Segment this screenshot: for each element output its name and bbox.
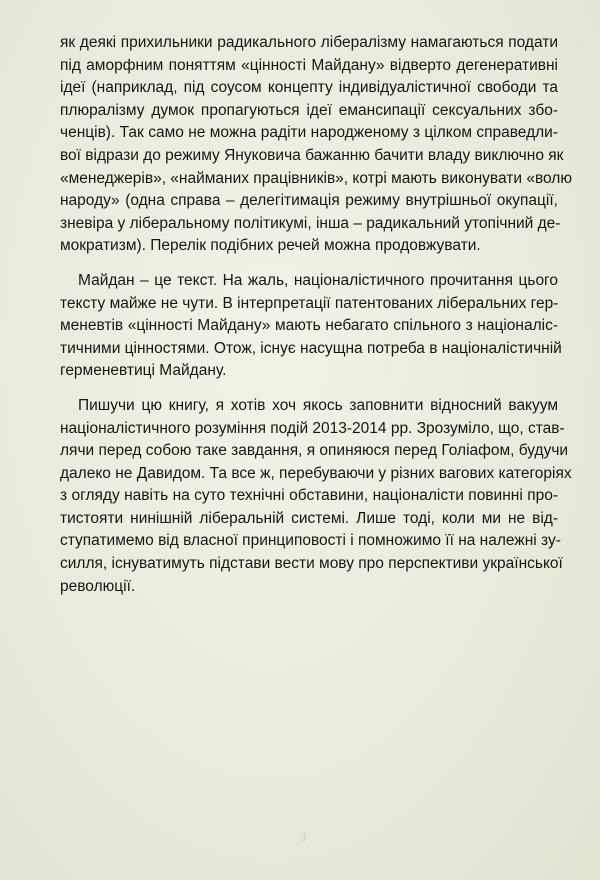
text-line: з огляду навіть на суто технічні обставини, націоналісти повинні про- (60, 487, 558, 505)
text-line: ченців). Так само не можна радіти народженому з цілком справедли- (60, 124, 558, 142)
text-line: революції. (60, 577, 136, 595)
text-line: народу» (одна справа – делегітимація режиму внутрішньої окупації, (60, 192, 558, 210)
text-line: Пишучи цю книгу, я хотів хоч якось заповнити відносний вакуум (78, 396, 558, 414)
text-line: зневіра у ліберальному політикумі, інша – радикальний утопічний де- (60, 214, 561, 232)
paragraph (60, 270, 562, 383)
text-line: мократизм). Перелік подібних речей можна продовжувати. (60, 237, 481, 255)
text-line: лячи перед собою таке завдання, я опиняюся перед Голіафом, будучи (60, 442, 569, 460)
text-line: тичними цінностями. Отож, існує насущна потреба в націоналістичній (60, 339, 562, 357)
text-line: плюралізму думок пропагуються ідеї емансипації сексуальних збо- (60, 101, 558, 119)
text-line: ступатимемо від власної принциповості і помножимо її на належні зу- (60, 532, 561, 550)
text-line: націоналістичного розуміння подій 2013-2014 рр. Зрозуміло, що, став- (60, 419, 565, 437)
text-line: тистояти нинішній ліберальній системі. Лише тоді, коли ми не від- (60, 509, 558, 527)
paragraph (60, 32, 572, 258)
text-line: Майдан – це текст. На жаль, націоналістичного прочитання цього (78, 271, 558, 289)
text-line: тексту майже не чути. В інтерпретації патентованих ліберальних гер- (60, 294, 559, 312)
text-line: «менеджерів», «найманих працівників», котрі мають виконувати «волю (60, 169, 572, 187)
paragraph (60, 395, 572, 598)
page-number: 3 (300, 830, 306, 844)
text-line: як деякі прихильники радикального лібералізму намагаються подати (60, 34, 558, 51)
text-line: герменевтиці Майдану. (60, 362, 227, 380)
text-line: далеко не Давидом. Та все ж, перебуваючи у різних вагових категоріях (60, 464, 572, 482)
body-text (60, 32, 572, 610)
text-line: меневтів «цінності Майдану» мають небагато спільного з націоналіс- (60, 317, 558, 335)
text-line: під аморфним поняттям «цінності Майдану» відверто дегенеративні (60, 56, 558, 74)
text-line: силля, існуватимуть підстави вести мову про перспективи української (60, 555, 563, 573)
text-line: вої відрази до режиму Януковича бажанню бачити владу виключно як (60, 146, 564, 164)
text-line: ідеї (наприклад, під соусом концепту індивідуалістичної свободи та (60, 79, 558, 97)
